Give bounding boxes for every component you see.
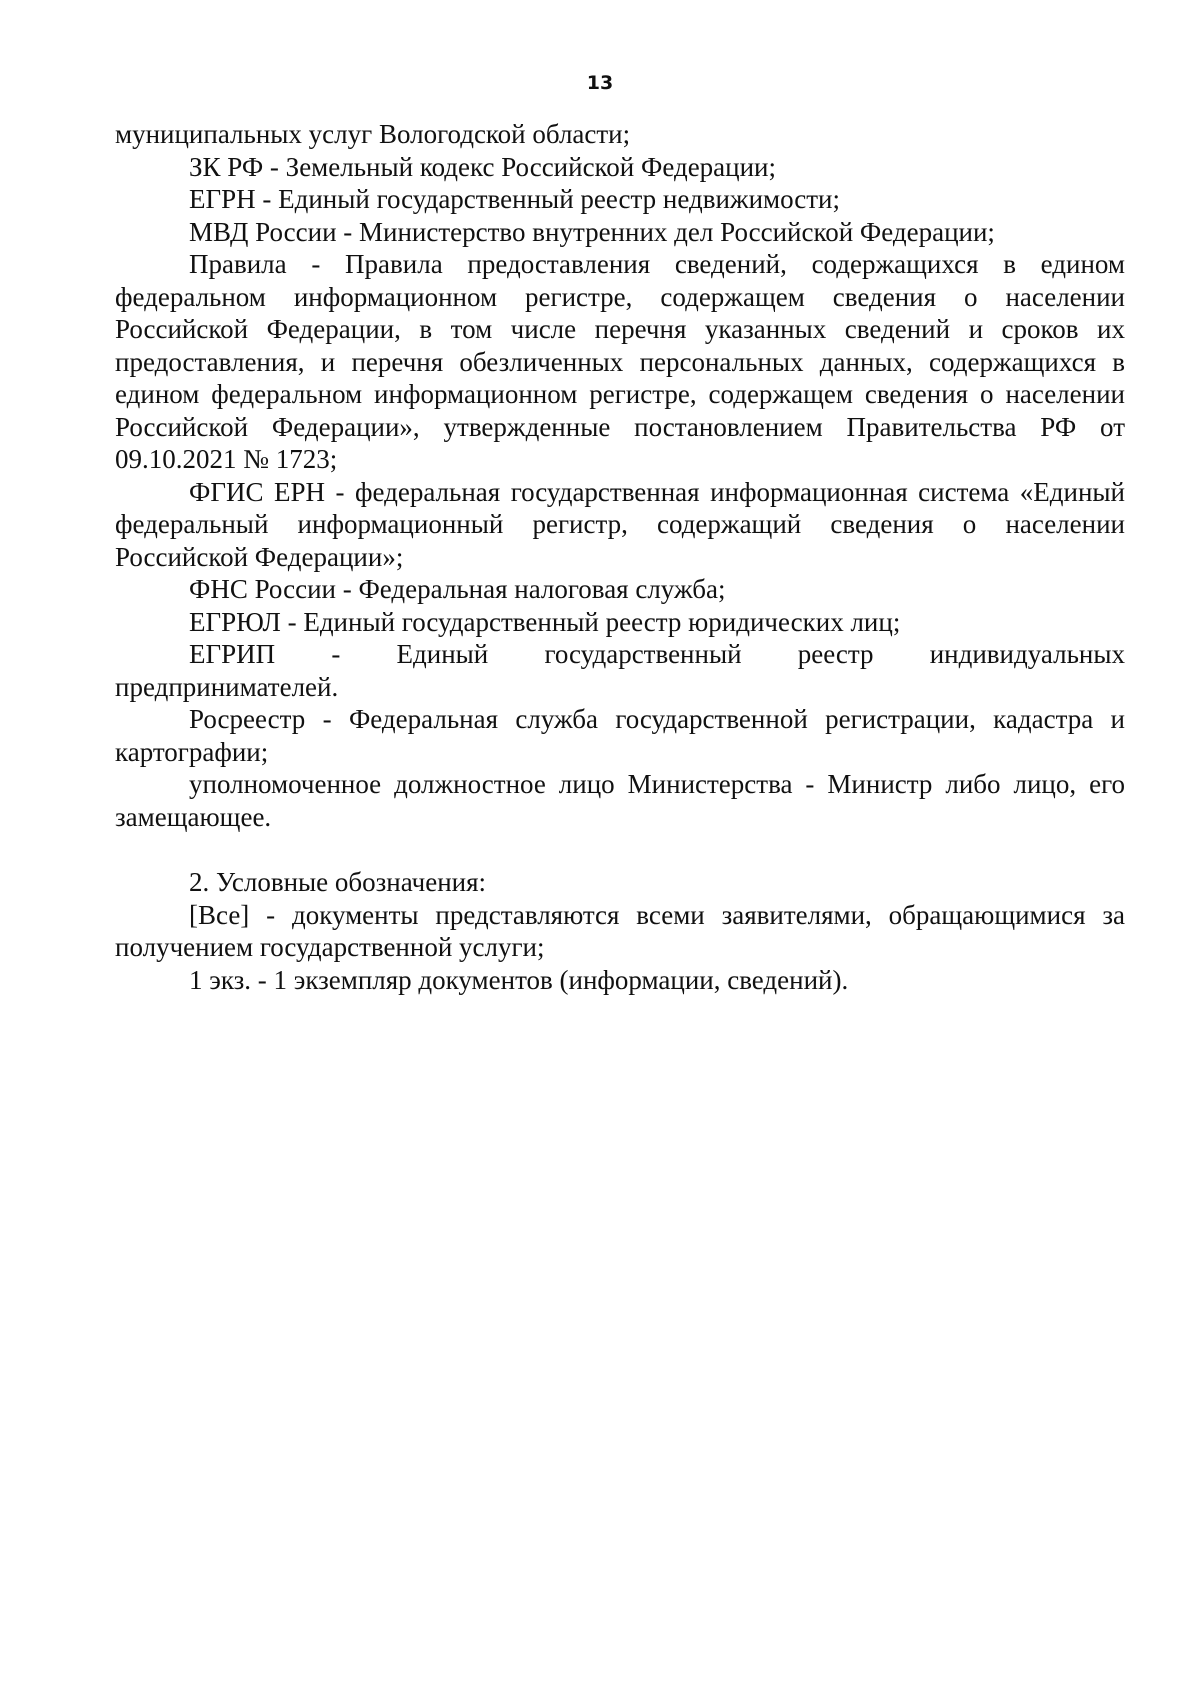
- paragraph-egrip-continuation: предпринимателей.: [115, 671, 339, 702]
- paragraph-rosreestr: Росреестр - Федеральная служба государственной регистрации, кадастра и картографии;: [115, 704, 1125, 767]
- paragraph-mvd: МВД России - Министерство внутренних дел Российской Федерации;: [189, 216, 995, 247]
- paragraph-egrip: ЕГРИП - Единый государственный реестр индивидуальных: [189, 639, 1125, 669]
- document-body: [115, 118, 1125, 996]
- section-heading-legend: 2. Условные обозначения:: [189, 867, 487, 897]
- page-number: 13: [586, 72, 614, 94]
- paragraph-legend-copies: 1 экз. - 1 экземпляр документов (информации, сведений).: [189, 964, 849, 995]
- paragraph-egrn: ЕГРН - Единый государственный реестр недвижимости;: [189, 184, 841, 214]
- paragraph-pravila: Правила - Правила предоставления сведений, содержащихся в едином федеральном информационном регистре, содержащем сведения о населении Российской Федерации, в том числе перечня указанных сведений и сроков их предоставления, и перечня обезличенных персональных данных, содержащихся в едином федеральном информационном регистре, содержащем сведения о населении Российской Федерации», утвержденные постановлением Правительства РФ от 09.10.2021 № 1723;: [115, 249, 1125, 474]
- paragraph-fgis-ern: ФГИС ЕРН - федеральная государственная информационная система «Единый федеральный информационный регистр, содержащий сведения о населении Российской Федерации»;: [115, 476, 1125, 572]
- paragraph-zk-rf: ЗК РФ - Земельный кодекс Российской Федерации;: [189, 151, 777, 182]
- paragraph-egrul: ЕГРЮЛ - Единый государственный реестр юридических лиц;: [189, 606, 901, 637]
- paragraph-legend-all: [Все] - документы представляются всеми заявителями, обращающимися за получением государственной услуги;: [115, 899, 1125, 962]
- paragraph-regional-services: муниципальных услуг Вологодской области;: [115, 119, 631, 149]
- paragraph-authorized-official: уполномоченное должностное лицо Министерства - Министр либо лицо, его замещающее.: [115, 769, 1125, 832]
- section-spacer: [115, 833, 1125, 866]
- paragraph-fns: ФНС России - Федеральная налоговая служба;: [189, 574, 726, 604]
